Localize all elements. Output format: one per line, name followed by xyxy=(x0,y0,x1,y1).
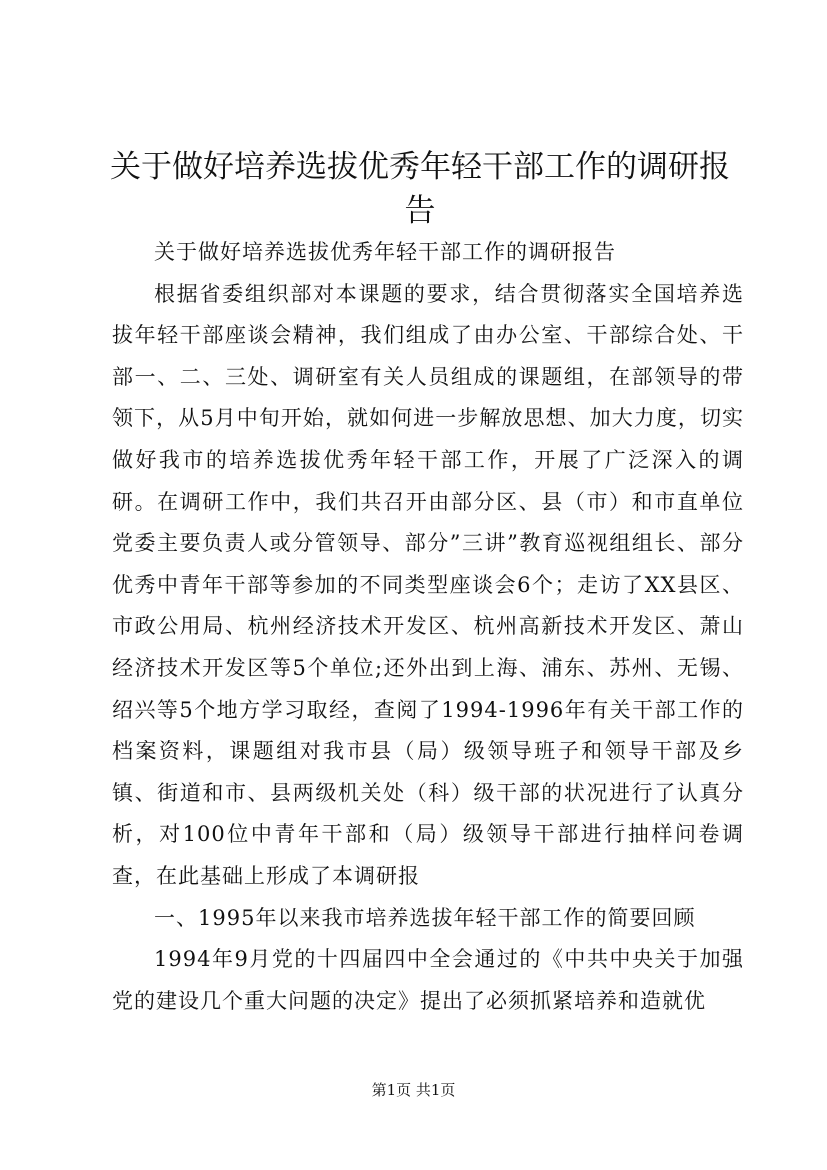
document-body xyxy=(112,232,744,1022)
paragraph-intro: 根据省委组织部对本课题的要求，结合贯彻落实全国培养选拔年轻干部座谈会精神，我们组成了由办公室、干部综合处、干部一、二、三处、调研室有关人员组成的课题组，在部领导的带领下，从5月中旬开始，就如何进一步解放思想、加大力度，切实做好我市的培养选拔优秀年轻干部工作，开展了广泛深入的调研。在调研工作中，我们共召开由部分区、县（市）和市直单位党委主要负责人或分管领导、部分”三讲”教育巡视组组长、部分优秀中青年干部等参加的不同类型座谈会6个；走访了XX县区、市政公用局、杭州经济技术开发区、杭州高新技术开发区、萧山经济技术开发区等5个单位;还外出到上海、浦东、苏州、无锡、绍兴等5个地方学习取经，查阅了1994-1996年有关干部工作的档案资料，课题组对我市县（局）级领导班子和领导干部及乡镇、街道和市、县两级机关处（科）级干部的状况进行了认真分析，对100位中青年干部和（局）级领导干部进行抽样问卷调查，在此基础上形成了本调研报 xyxy=(112,281,744,888)
paragraph-subtitle: 关于做好培养选拔优秀年轻干部工作的调研报告 xyxy=(154,240,616,264)
page-footer: 第1页 共1页 xyxy=(371,1081,456,1099)
paragraph-section-heading: 一、1995年以来我市培养选拔年轻干部工作的简要回顾 xyxy=(154,905,696,930)
paragraph-section-body: 1994年9月党的十四届四中全会通过的《中共中央关于加强党的建设几个重大问题的决定》提出了必须抓紧培养和造就优 xyxy=(112,947,744,1013)
document-title: 关于做好培养选拔优秀年轻干部工作的调研报告 xyxy=(110,149,730,229)
